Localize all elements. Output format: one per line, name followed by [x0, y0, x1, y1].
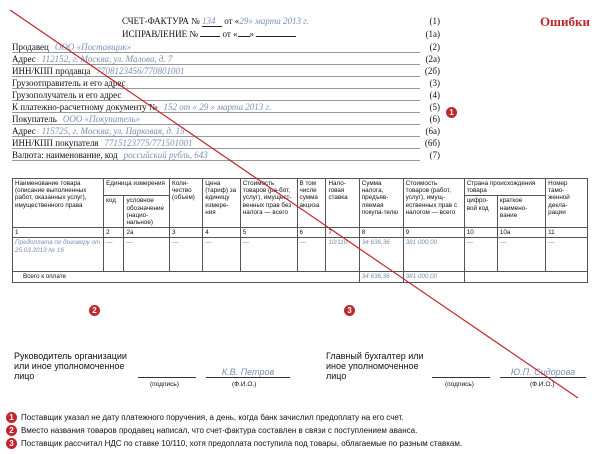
invoice-day: 29 [239, 16, 249, 26]
total-sum: 381 000,00 [403, 272, 464, 282]
col-rate-header: Нало-говая ставка [326, 179, 359, 228]
errors-watermark: Ошибки [539, 14, 590, 29]
column-number: 5 [240, 228, 297, 238]
table-cell: — [104, 238, 124, 272]
field-value: ООО «Поставщик» [54, 42, 132, 52]
accountant-signature-label: Главный бухгалтер или иное уполномоченное лицо [326, 351, 424, 381]
note-marker: 2 [6, 425, 17, 436]
field-label: Адрес [12, 54, 36, 64]
head-signature-label: Руководитель организации или иное уполномоченное лицо [14, 351, 127, 381]
col-qty-header: Коли-чество (объем) [170, 179, 203, 228]
table-cell: — [240, 238, 297, 272]
column-number: 1 [13, 228, 104, 238]
field-line-no: (6б) [424, 138, 440, 148]
table-cell: 34 636,36 [359, 238, 403, 272]
table-cell: — [297, 238, 326, 272]
correction-title: ИСПРАВЛЕНИЕ № [122, 29, 198, 39]
table-cell: — [170, 238, 203, 272]
column-number: 6 [297, 228, 326, 238]
from-label: от « [224, 16, 240, 26]
error-marker-3: 3 [344, 305, 355, 316]
title-line-no: (1) [429, 16, 440, 26]
column-number: 10 [464, 228, 497, 238]
field-label: ИНН/КПП продавца [12, 66, 91, 76]
note-text: Поставщик указал не дату платежного поручения, а день, когда банк зачислил предоплату на его счет. [21, 413, 404, 422]
field-value: 115725, г. Москва, ул. Парковая, д. 15 [41, 126, 185, 136]
correction-line-no: (1а) [425, 29, 440, 39]
accountant-name: Ю.П. Сидорова [500, 367, 586, 378]
table-cell: Предоплата по договору от 25.03.2013 № 16 [13, 238, 104, 272]
field-line-no: (3) [429, 78, 440, 88]
field-label: Адрес [12, 126, 36, 136]
note-text: Поставщик рассчитал НДС по ставке 10/110, хотя предоплата поступила под товары, облагаемые по разным ставкам. [21, 439, 463, 448]
column-number: 2а [124, 228, 170, 238]
accountant-sign-caption: (подпись) [445, 381, 474, 388]
field-value: российский рубль, 643 [123, 150, 208, 160]
field-label: К платежно-расчетному документу № [12, 102, 158, 112]
error-marker-1: 1 [446, 107, 457, 118]
table-cell: — [497, 238, 545, 272]
field-label: Грузоотправитель и его адрес [12, 78, 126, 88]
column-number: 3 [170, 228, 203, 238]
note-marker: 1 [6, 412, 17, 423]
col-country-name: краткое наимено-вание [497, 196, 545, 228]
column-number: 10а [497, 228, 545, 238]
field-label: ИНН/КПП покупателя [12, 138, 99, 148]
field-value: 7715123775/771501001 [104, 138, 193, 148]
col-name-header: Наименование товара (описание выполненных работ, оказанных услуг), имущественного права [13, 179, 104, 228]
field-label: Покупатель [12, 114, 57, 124]
accountant-name-caption: (Ф.И.О.) [530, 381, 555, 388]
field-label: Валюта: наименование, код [12, 150, 118, 160]
col-tax-header: Сумма налога, предъяв-ляемая покупа-телю [359, 179, 403, 228]
column-number: 8 [359, 228, 403, 238]
correction-date: » [249, 29, 255, 39]
field-line-no: (2а) [425, 54, 440, 64]
field-line-no: (6а) [425, 126, 440, 136]
col-excise-header: В том числе сумма акциза [297, 179, 326, 228]
col-country-code: цифро-вой код [464, 196, 497, 228]
column-number: 4 [203, 228, 241, 238]
total-label: Всего к оплате [13, 272, 360, 282]
table-cell: 381 000,00 [403, 238, 464, 272]
col-price-header: Цена (тариф) за единицу измере-ния [203, 179, 241, 228]
table-cell: 10/110 [326, 238, 359, 272]
head-sign-caption: (подпись) [150, 381, 179, 388]
note-marker: 3 [6, 438, 17, 449]
field-line-no: (2) [429, 42, 440, 52]
field-value: 7708123456/770801001 [96, 66, 185, 76]
col-unit-symbol: условное обозначение (нацио-нальное) [124, 196, 170, 228]
head-name: К.В. Петров [206, 367, 290, 378]
col-cost-header: Стоимость товаров (ра-бот, услуг), имущест-венных прав без налога — всего [240, 179, 297, 228]
head-name-caption: (Ф.И.О.) [232, 381, 257, 388]
column-number: 11 [546, 228, 588, 238]
col-total-header: Стоимость товаров (работ, услуг), имущ-ественных прав с налогом — всего [403, 179, 464, 228]
table-cell: — [124, 238, 170, 272]
field-line-no: (7) [429, 150, 440, 160]
field-label: Грузополучатель и его адрес [12, 90, 122, 100]
col-customs-header: Номер тамо-женной декла-рации [546, 179, 588, 228]
column-number: 7 [326, 228, 359, 238]
table-cell: — [546, 238, 588, 272]
field-line-no: (2б) [424, 66, 440, 76]
correction-from: от « [222, 29, 238, 39]
field-value: 152 от « 29 » марта 2013 г. [163, 102, 272, 112]
table-cell: — [203, 238, 241, 272]
field-line-no: (4) [429, 90, 440, 100]
col-unit-header: Единица измерения [104, 179, 170, 196]
field-label: Продавец [12, 42, 49, 52]
field-value: ООО «Покупатель» [62, 114, 141, 124]
field-line-no: (5) [429, 102, 440, 112]
invoice-title: СЧЕТ-ФАКТУРА № [122, 16, 200, 26]
column-number: 2 [104, 228, 124, 238]
col-unit-code: код [104, 196, 124, 228]
field-value: 112152, г. Москва, ул. Малова, д. 7 [41, 54, 173, 64]
col-country-header: Страна происхождения товара [464, 179, 545, 196]
error-marker-2: 2 [89, 305, 100, 316]
column-number: 9 [403, 228, 464, 238]
total-tax: 34 636,36 [359, 272, 403, 282]
note-text: Вместо названия товаров продавец написал, что счет-фактура составлен в связи с поступлением аванса. [21, 426, 418, 435]
invoice-date: » марта 2013 г. [248, 16, 309, 26]
field-line-no: (6) [429, 114, 440, 124]
invoice-number: 134 [202, 16, 222, 27]
table-cell: — [464, 238, 497, 272]
